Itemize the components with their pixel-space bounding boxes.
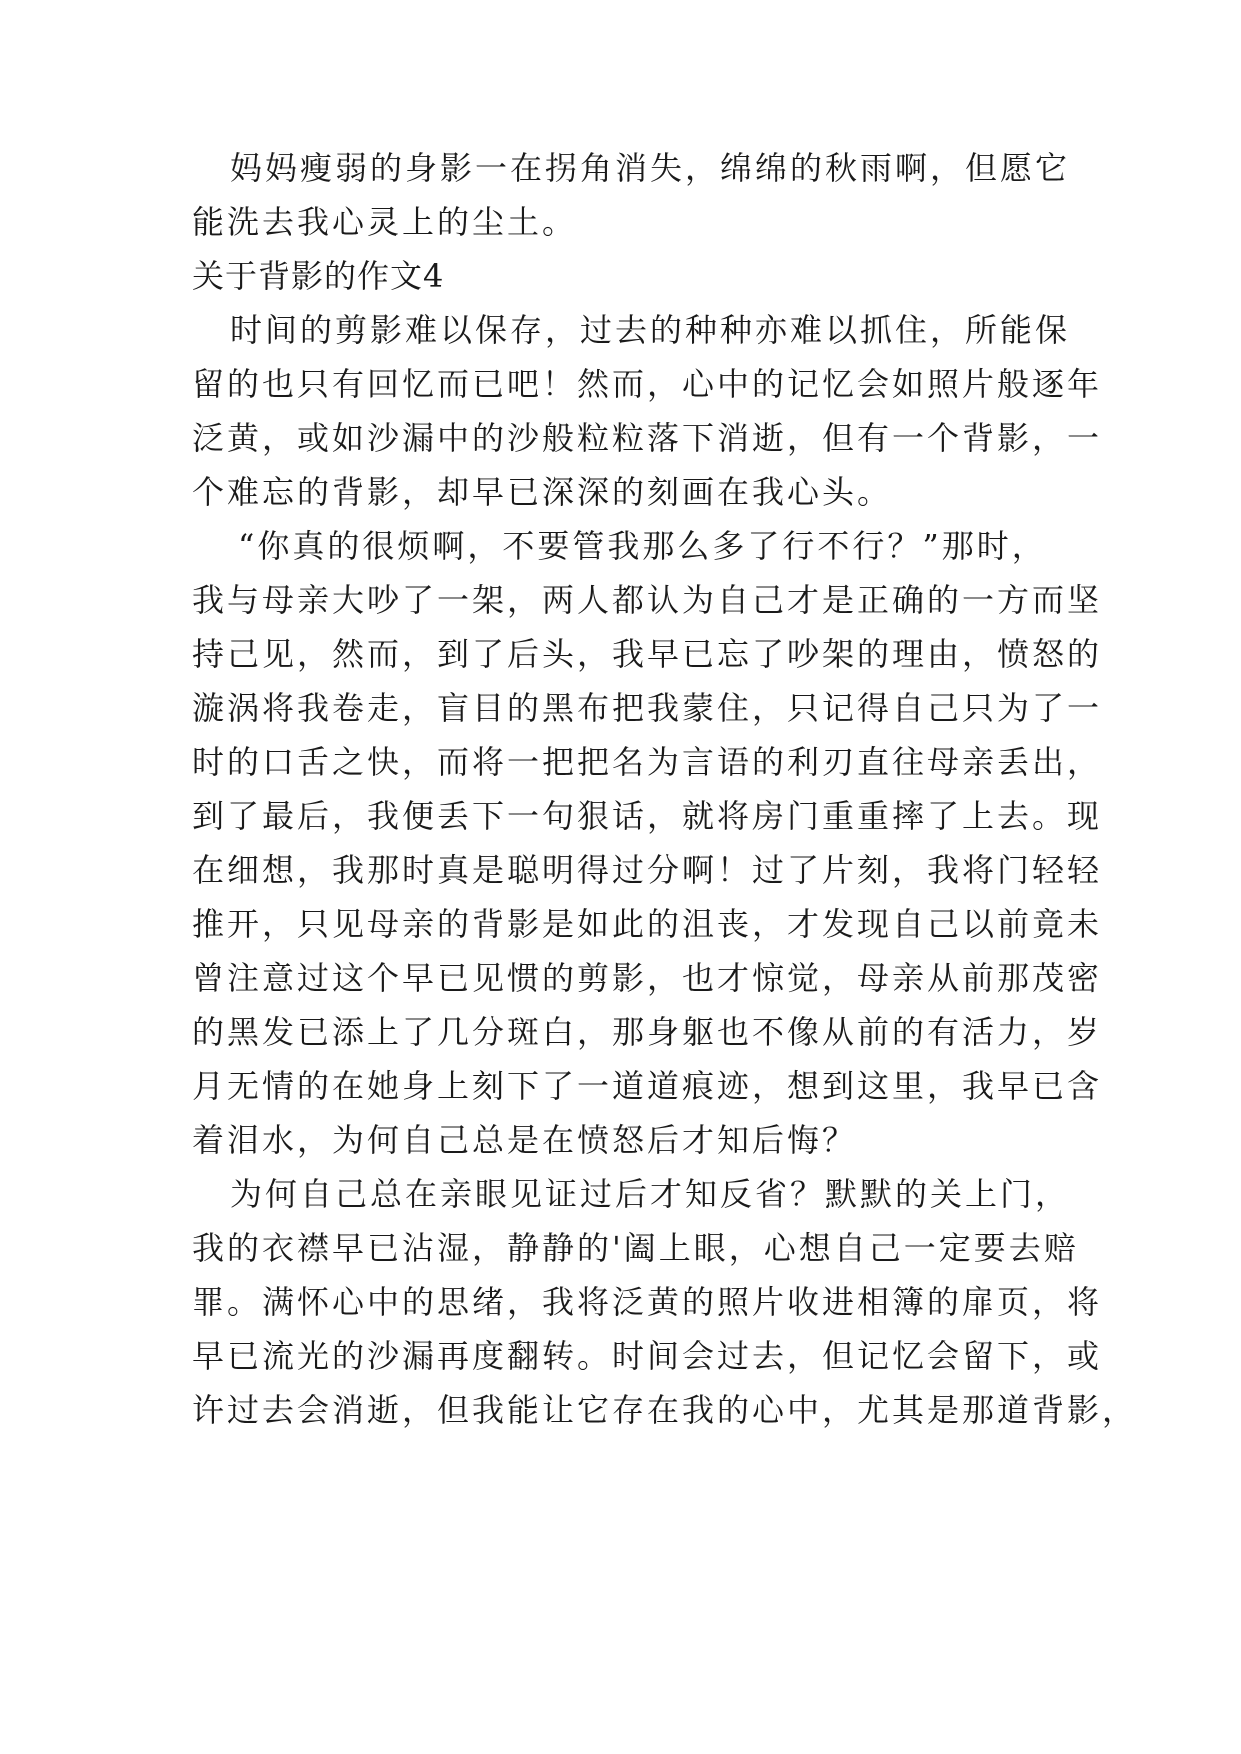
text-line: 在细想，我那时真是聪明得过分啊！过了片刻，我将门轻轻 xyxy=(192,851,1103,889)
text-line: 持己见，然而，到了后头，我早已忘了吵架的理由，愤怒的 xyxy=(192,635,1103,673)
text-line: 推开，只见母亲的背影是如此的沮丧，才发现自己以前竟未 xyxy=(192,905,1103,943)
text-line: 许过去会消逝，但我能让它存在我的心中，尤其是那道背影， xyxy=(192,1391,1138,1429)
text-line: 我与母亲大吵了一架，两人都认为自己才是正确的一方而坚 xyxy=(192,581,1103,619)
text-line: 曾注意过这个早已见惯的剪影，也才惊觉，母亲从前那茂密 xyxy=(192,959,1103,997)
text-line: 着泪水，为何自己总是在愤怒后才知后悔？ xyxy=(192,1121,858,1159)
text-line: 早已流光的沙漏再度翻转。时间会过去，但记忆会留下，或 xyxy=(192,1337,1103,1375)
text-line: 罪。满怀心中的思绪，我将泛黄的照片收进相簿的扉页，将 xyxy=(192,1283,1103,1321)
text-line: 的黑发已添上了几分斑白，那身躯也不像从前的有活力，岁 xyxy=(192,1013,1103,1051)
text-line: 为何自己总在亲眼见证过后才知反省？默默的关上门， xyxy=(230,1175,1071,1213)
text-line: 时的口舌之快，而将一把把名为言语的利刃直往母亲丢出， xyxy=(192,743,1103,781)
text-line: 妈妈瘦弱的身影一在拐角消失，绵绵的秋雨啊，但愿它 xyxy=(230,149,1071,187)
text-line: 能洗去我心灵上的尘土。 xyxy=(192,203,578,241)
text-line: “你真的很烦啊，不要管我那么多了行不行？”那时， xyxy=(238,527,1047,565)
text-line: 到了最后，我便丢下一句狠话，就将房门重重摔了上去。现 xyxy=(192,797,1103,835)
text-line: 漩涡将我卷走，盲目的黑布把我蒙住，只记得自己只为了一 xyxy=(192,689,1103,727)
text-line: 个难忘的背影，却早已深深的刻画在我心头。 xyxy=(192,473,893,511)
section-heading: 关于背影的作文4 xyxy=(192,257,445,295)
text-line: 我的衣襟早已沾湿，静静的'阖上眼，心想自己一定要去赔 xyxy=(192,1229,1079,1267)
text-line: 泛黄，或如沙漏中的沙般粒粒落下消逝，但有一个背影，一 xyxy=(192,419,1103,457)
text-line: 月无情的在她身上刻下了一道道痕迹，想到这里，我早已含 xyxy=(192,1067,1103,1105)
text-line: 时间的剪影难以保存，过去的种种亦难以抓住，所能保 xyxy=(230,311,1071,349)
text-line: 留的也只有回忆而已吧！然而，心中的记忆会如照片般逐年 xyxy=(192,365,1103,403)
